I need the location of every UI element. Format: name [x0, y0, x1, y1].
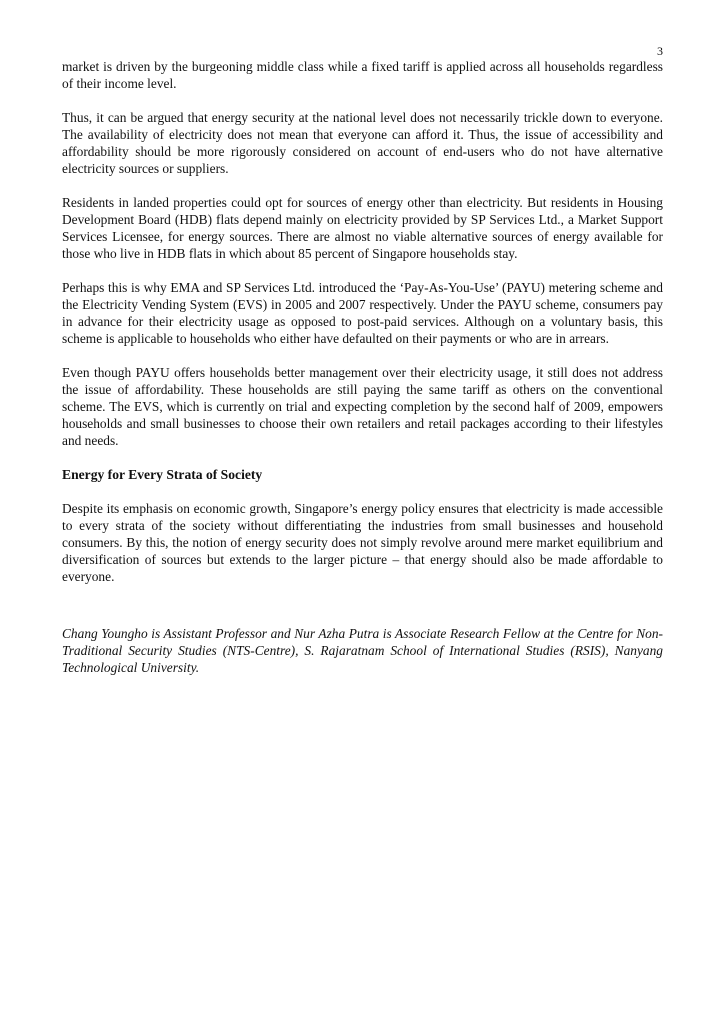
page-number: 3 [657, 44, 663, 58]
paragraph-hdb-residents: Residents in landed properties could opt for sources of energy other than electricity. But residents in Housing Development Board (HDB) flats depend mainly on electricity provided by SP Services Ltd., a Market Support Services Licensee, for energy sources. There are almost no viable alternative sources of energy available for those who live in HDB flats in which about 85 percent of Singapore households stay. [62, 195, 663, 261]
section-paragraph: Despite its emphasis on economic growth, Singapore’s energy policy ensures that electricity is made accessible to every strata of the society without differentiating the industries from small businesses and household consumers. By this, the notion of energy security does not simply revolve around mere market equilibrium and diversification of sources but extends to the larger picture – that energy should also be made affordable to everyone. [62, 501, 663, 584]
author-note: Chang Youngho is Assistant Professor and Nur Azha Putra is Associate Research Fellow at the Centre for Non-Traditional Security Studies (NTS-Centre), S. Rajaratnam School of International Studies (RSIS), Nanyang Technological University. [62, 626, 663, 675]
paragraph-continuation: market is driven by the burgeoning middle class while a fixed tariff is applied across all households regardless of their income level. [62, 59, 663, 91]
paragraph-energy-security: Thus, it can be argued that energy security at the national level does not necessarily trickle down to everyone. The availability of electricity does not mean that everyone can afford it. Thus, the issue of accessibility and affordability should be more rigorously considered on account of end-users who do not have alternative electricity sources or suppliers. [62, 110, 663, 176]
section-heading: Energy for Every Strata of Society [62, 467, 263, 482]
paragraph-evs-affordability: Even though PAYU offers households better management over their electricity usage, it still does not address the issue of affordability. These households are still paying the same tariff as others on the conventional scheme. The EVS, which is currently on trial and expecting completion by the second half of 2009, empowers households and small businesses to choose their own retailers and retail packages according to their lifestyles and needs. [62, 365, 663, 448]
paragraph-payu-scheme: Perhaps this is why EMA and SP Services Ltd. introduced the ‘Pay-As-You-Use’ (PAYU) metering scheme and the Electricity Vending System (EVS) in 2005 and 2007 respectively. Under the PAYU scheme, consumers pay in advance for their electricity usage as opposed to post-paid services. Although on a voluntary basis, this scheme is applicable to households who either have defaulted on their payments or who are in arrears. [62, 280, 663, 346]
document-page [62, 40, 663, 689]
